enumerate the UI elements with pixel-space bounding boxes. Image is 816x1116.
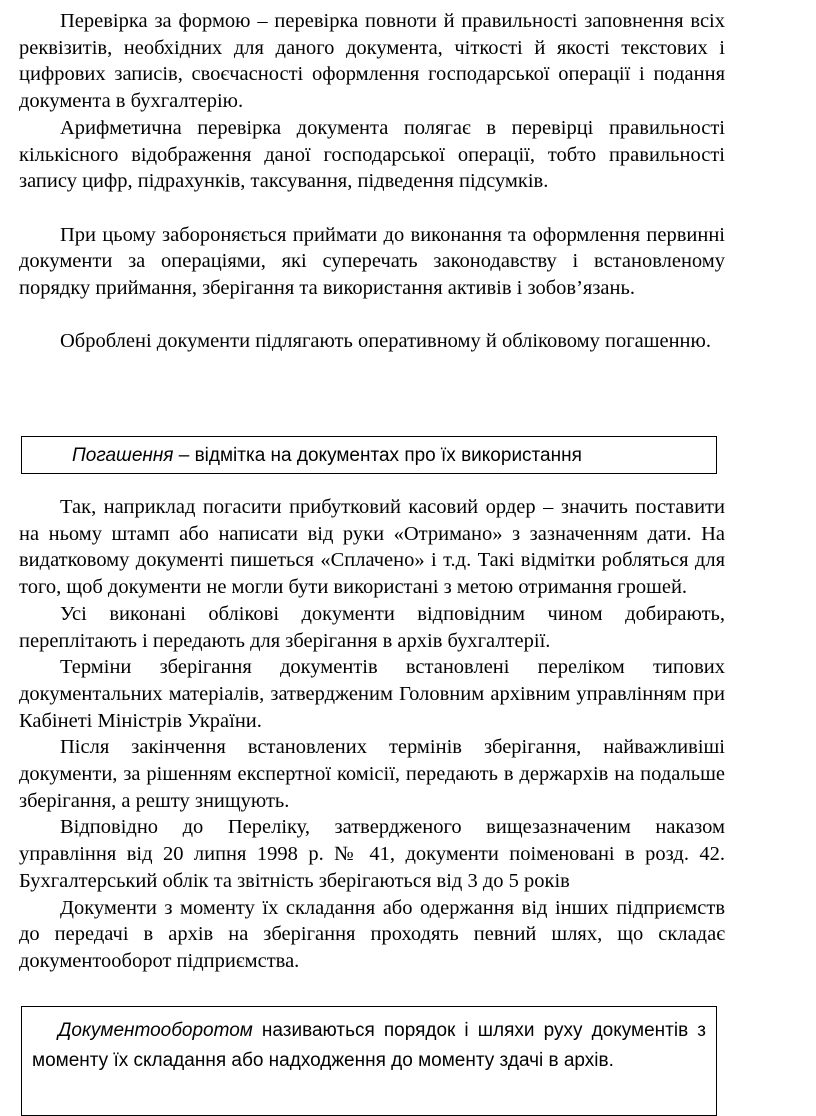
paragraph-archive-transfer: Усі виконані облікові документи відповідним чином добирають, переплітають і передають для зберігання в архів бухгалтерії. <box>19 602 725 652</box>
paragraph-after-terms: Після закінчення встановлених термінів зберігання, найважливіші документи, за рішенням експертної комісії, передають в держархів на подальше зберігання, а решту знищують. <box>19 736 725 812</box>
document-page-lower <box>19 494 725 975</box>
paragraph-storage-terms: Терміни зберігання документів встановлені переліком типових документальних матеріалів, затвердженим Головним архівним управлінням при Кабінеті Міністрів України. <box>19 656 725 732</box>
paragraph-prohibition: При цьому забороняється приймати до виконання та оформлення первинні документи за операціями, які суперечать законодавству і встановленому порядку приймання, зберігання та використання активів і зобов’язань. <box>19 223 725 300</box>
paragraph-cancellation-example: Так, наприклад погасити прибутковий касовий ордер – значить поставити на ньому штамп або написати від руки «Отримано» з зазначенням дати. На видатковому документі пишеться «Сплачено» і т.д. Такі відмітки робляться для того, щоб документи не могли бути використані з метою отримання грошей. <box>19 496 725 599</box>
paragraph-arithmetic-check: Арифметична перевірка документа полягає в перевірці правильності кількісного відображення даної господарської операції, тобто правильності запису цифр, підрахунків, таксування, підведення підсумків. <box>19 116 725 193</box>
paragraph-form-check: Перевірка за формою – перевірка повноти й правильності заповнення всіх реквізитів, необхідних для даного документа, чіткості й якості текстових і цифрових записів, своєчасності оформлення господарської операції і подання документа в бухгалтерію. <box>19 10 725 113</box>
definition-term: Документооборотом <box>58 1020 253 1041</box>
document-page <box>19 8 725 355</box>
definition-box-cancellation <box>21 436 717 474</box>
definition-term: Погашення <box>72 445 174 466</box>
paragraph-list-reference: Відповідно до Переліку, затвердженого вищезазначеним наказом управління від 20 липня 1998 р. № 41, документи поіменовані в розд. 42. Бухгалтерський облік та звітність зберігаються від 3 до 5 років <box>19 816 725 892</box>
definition-text: називаються порядок і шляхи руху документів з моменту їх складання або надходження до моменту здачі в архів. <box>32 1020 706 1071</box>
definition-text: – відмітка на документах про їх використання <box>173 445 582 466</box>
definition-box-document-flow <box>21 1006 717 1116</box>
paragraph-document-path: Документи з моменту їх складання або одержання від інших підприємств до передачі в архів на зберігання проходять певний шлях, що складає документооборот підприємства. <box>19 896 725 972</box>
paragraph-processed-documents: Оброблені документи підлягають оперативному й обліковому погашенню. <box>60 330 711 353</box>
